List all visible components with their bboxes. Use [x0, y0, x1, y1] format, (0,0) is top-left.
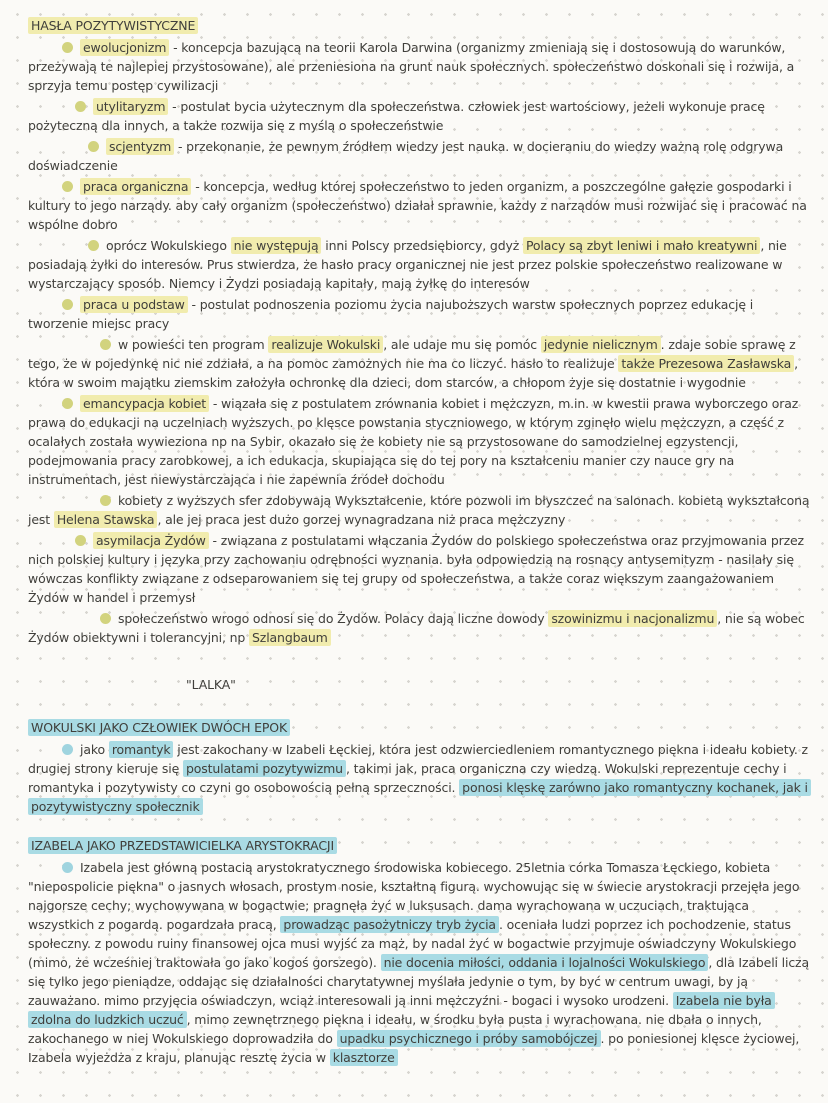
bullet-item [28, 609, 812, 647]
heading-highlight: HASŁA POZYTYWISTYCZNE [28, 17, 198, 34]
bullet-dot-icon [75, 101, 86, 112]
bullet-dot-icon [62, 862, 73, 873]
highlighted-text: nie występują [231, 237, 322, 254]
note-text: - postulat podnoszenia poziomu życia najuboższych warstw społecznych poprzez edukację i tworzenie miejsc pracy [28, 297, 754, 331]
section-heading [28, 836, 812, 855]
highlighted-text: klasztorze [330, 1049, 398, 1066]
highlighted-text: utylitaryzm [93, 98, 168, 115]
note-text: , nie posiadają żyłki do interesów. Prus stwierdza, że hasło pracy organicznej nie jest przez polskie społeczeństwo realizowane w wystarczający sposób. Niemcy i Żydzi posiadają kapitały, mają żyłkę do interesów [28, 238, 787, 291]
note-text: - przekonanie, że pewnym źródłem wiedzy jest nauka. w docieraniu do wiedzy ważną rolę odgrywa doświadczenie [28, 139, 784, 173]
section-heading [28, 16, 812, 35]
note-text: . oceniała ludzi poprzez ich pochodzenie, status społeczny. z powodu ruiny finansowej ojca musi wyjść za mąż, by nadal żyć w bogactwie przyjmuje oświadczyny Wokulskiego (mimo, że wcześniej traktowała go jako kogoś gorszego). [28, 917, 797, 970]
note-text: Izabela jest główną postacią arystokratycznego środowiska kobiecego. 25letnia córka Tomasza Łęckiego, kobieta "niepospolicie piękna" o jasnych włosach, prostym nosie, kształtną figurą. wychowując się w świecie arystokracji przejęła jego najgorsze cechy; wychowywana w bogactwie; pragnęła żyć w luksusach. dama wyrachowana w uczuciach, traktująca wszystkich z pogardą. pogardzała pracą, [28, 860, 800, 932]
note-text: jako [80, 742, 109, 757]
bullet-dot-icon [100, 495, 111, 506]
highlighted-text: praca organiczna [80, 178, 191, 195]
bullet-item [28, 394, 812, 489]
bullet-item [28, 531, 812, 607]
note-text: , mimo zewnętrznego piękna i ideału, w środku była pusta i wyrachowana. nie dbała o innych, zakochanego w niej Wokulskiego doprowadziła do [28, 1012, 762, 1046]
highlighted-text: ewolucjonizm [80, 39, 169, 56]
bullet-item [28, 177, 812, 234]
spacer [28, 649, 812, 675]
note-text: - wiązała się z postulatem zrównania kobiet i mężczyzn, m.in. w kwestii prawa wyborczego oraz prawa do edukacji na uczelniach wyższych. po klęsce powstania styczniowego, w którym zginęło wielu mężczyzn, a część z ocalałych została wywieziona np na Sybir, okazało się że kobiety nie są przystosowane do samodzielnej egzystencji, podejmowania pracy zarobkowej, a ich edukacja, skupiająca się do tej pory na kształceniu manier czy nauce gry na instrumentach, jest niewystarczająca i nie zapewnia źródeł dochodu [28, 396, 799, 487]
highlighted-text: nie docenia miłości, oddania i lojalności Wokulskiego [381, 954, 709, 971]
bullet-item [28, 236, 812, 293]
bullet-item [28, 97, 812, 135]
bullet-item [28, 137, 812, 175]
heading-highlight: WOKULSKI JAKO CZŁOWIEK DWÓCH EPOK [28, 719, 290, 736]
heading-highlight: IZABELA JAKO PRZEDSTAWICIELKA ARYSTOKRACJI [28, 837, 337, 854]
bullet-item [28, 740, 812, 816]
highlighted-text: postulatami pozytywizmu [183, 760, 346, 777]
note-text: , dla Izabeli liczą się tylko jego pieniądze, oddając się działalności charytatywnej myślała jedynie o tym, by być w centrum uwagi, by ją zauważano. mimo przyjęcia oświadczyn, wciąż interesowali ją inni mężczyźni - bogaci i wysoko urodzeni. [28, 955, 809, 1008]
note-text: - koncepcja bazującą na teorii Karola Darwina (organizmy zmieniają się i dostosowują do warunków, przeżywają te najlepiej przystosowane), ale przeniesiona na grunt nauk społecznych. społeczeństwo doskonali się i rozwija, a sprzyja temu postęp cywilizacji [28, 40, 795, 93]
highlighted-text: ponosi klęskę zarówno jako romantyczny kochanek, jak i pozytywistyczny społecznik [28, 779, 811, 815]
highlighted-text: romantyk [109, 741, 174, 758]
note-text: , nie są wobec Żydów obiektywni i tolerancyjni, np [28, 611, 805, 645]
note-text: - koncepcja, według której społeczeństwo to jeden organizm, a poszczególne gałęzie gospodarki i kultury to jego narządy. aby cały organizm (społeczeństwo) działał sprawnie, każdy z narządów musi rozwijać się i pracować na wspólne dobro [28, 179, 807, 232]
highlighted-text: Szlangbaum [249, 629, 331, 646]
highlighted-text: jedynie nielicznym [541, 336, 661, 353]
bullet-dot-icon [62, 398, 73, 409]
highlighted-text: Helena Stawska [54, 511, 158, 528]
note-text: , która w swoim majątku ziemskim założyła ochronkę dla dzieci, dom starców, a chłopom żyje się dostatnie i wygodnie [28, 356, 798, 390]
note-text: . zdaje sobie sprawę z tego, że w pojedynkę nic nie zdziała, a na pomoc zamożnych nie ma co liczyć. hasło to realizuje [28, 337, 796, 371]
note-text: , ale udaje mu się pomóc [383, 337, 541, 352]
highlighted-text: szowinizmu i nacjonalizmu [548, 610, 717, 627]
highlighted-text: prowadząc pasożytniczy tryb życia [280, 916, 499, 933]
bullet-item [28, 335, 812, 392]
note-text: , takimi jak, praca organiczna czy wiedzą. Wokulski reprezentuje cechy i romantyka i pozytywisty co czyni go osobowością pełną sprzeczności. [28, 761, 787, 795]
spacer [28, 696, 812, 716]
note-text: społeczeństwo wrogo odnosi się do Żydów. Polacy dają liczne dowody [118, 611, 549, 626]
bullet-dot-icon [62, 42, 73, 53]
bullet-dot-icon [100, 339, 111, 350]
highlighted-text: asymilacja Żydów [93, 532, 209, 549]
spacer [28, 818, 812, 834]
note-text: . po poniesionej klęsce życiowej, Izabela wyjeżdża z kraju, planując resztę życia w [28, 1031, 800, 1065]
bullet-item [28, 491, 812, 529]
note-text: jest zakochany w Izabeli Łęckiej, która jest odzwierciedleniem romantycznego piękna i ideału kobiety. z drugiej strony kieruje się [28, 742, 808, 776]
bullet-dot-icon [62, 744, 73, 755]
note-text: inni Polscy przedsiębiorcy, gdyż [321, 238, 523, 253]
note-text: , ale jej praca jest dużo gorzej wynagradzana niż praca mężczyzny [157, 512, 566, 527]
bullet-item [28, 38, 812, 95]
note-text: - związana z postulatami włączania Żydów do polskiego społeczeństwa oraz przyjmowania przez nich polskiej kultury i języka przy zachowaniu odrębności wyznania. była odpowiedzią na rosnący antysemityzm - nasilały się wówczas konflikty związane z odseparowaniem się tej grupy od społeczeństwa, a także coraz większym zaangażowaniem Żydów w handel i przemysł [28, 533, 804, 605]
bullet-dot-icon [88, 141, 99, 152]
highlighted-text: emancypacja kobiet [80, 395, 209, 412]
highlighted-text: także Prezesowa Zasławska [618, 355, 794, 372]
note-text: w powieści ten program [118, 337, 269, 352]
note-text: oprócz Wokulskiego [106, 238, 231, 253]
bullet-dot-icon [62, 181, 73, 192]
highlighted-text: scjentyzm [106, 138, 174, 155]
highlighted-text: Izabela nie była zdolna do ludzkich uczuć [28, 992, 775, 1028]
bullet-dot-icon [62, 299, 73, 310]
bullet-dot-icon [88, 240, 99, 251]
bullet-item [28, 295, 812, 333]
bullet-dot-icon [75, 535, 86, 546]
bullet-dot-icon [100, 613, 111, 624]
note-text: "LALKA" [186, 677, 236, 692]
highlighted-text: realizuje Wokulski [268, 336, 383, 353]
section-heading [28, 718, 812, 737]
highlighted-text: upadku psychicznego i próby samobójczej [337, 1030, 601, 1047]
note-text: kobiety z wyższych sfer zdobywają Wykształcenie, które pozwoli im błyszczeć na salonach. kobietą wykształconą jest [28, 493, 810, 527]
bullet-item [28, 858, 812, 1067]
highlighted-text: Polacy są zbyt leniwi i mało kreatywni [523, 237, 760, 254]
highlighted-text: praca u podstaw [80, 296, 188, 313]
note-text: - postulat bycia użytecznym dla społeczeństwa. człowiek jest wartościowy, jeżeli wykonuje pracę pożyteczną dla innych, a także rozwija się z myślą o społeczeństwie [28, 99, 765, 133]
note-line [28, 675, 812, 694]
